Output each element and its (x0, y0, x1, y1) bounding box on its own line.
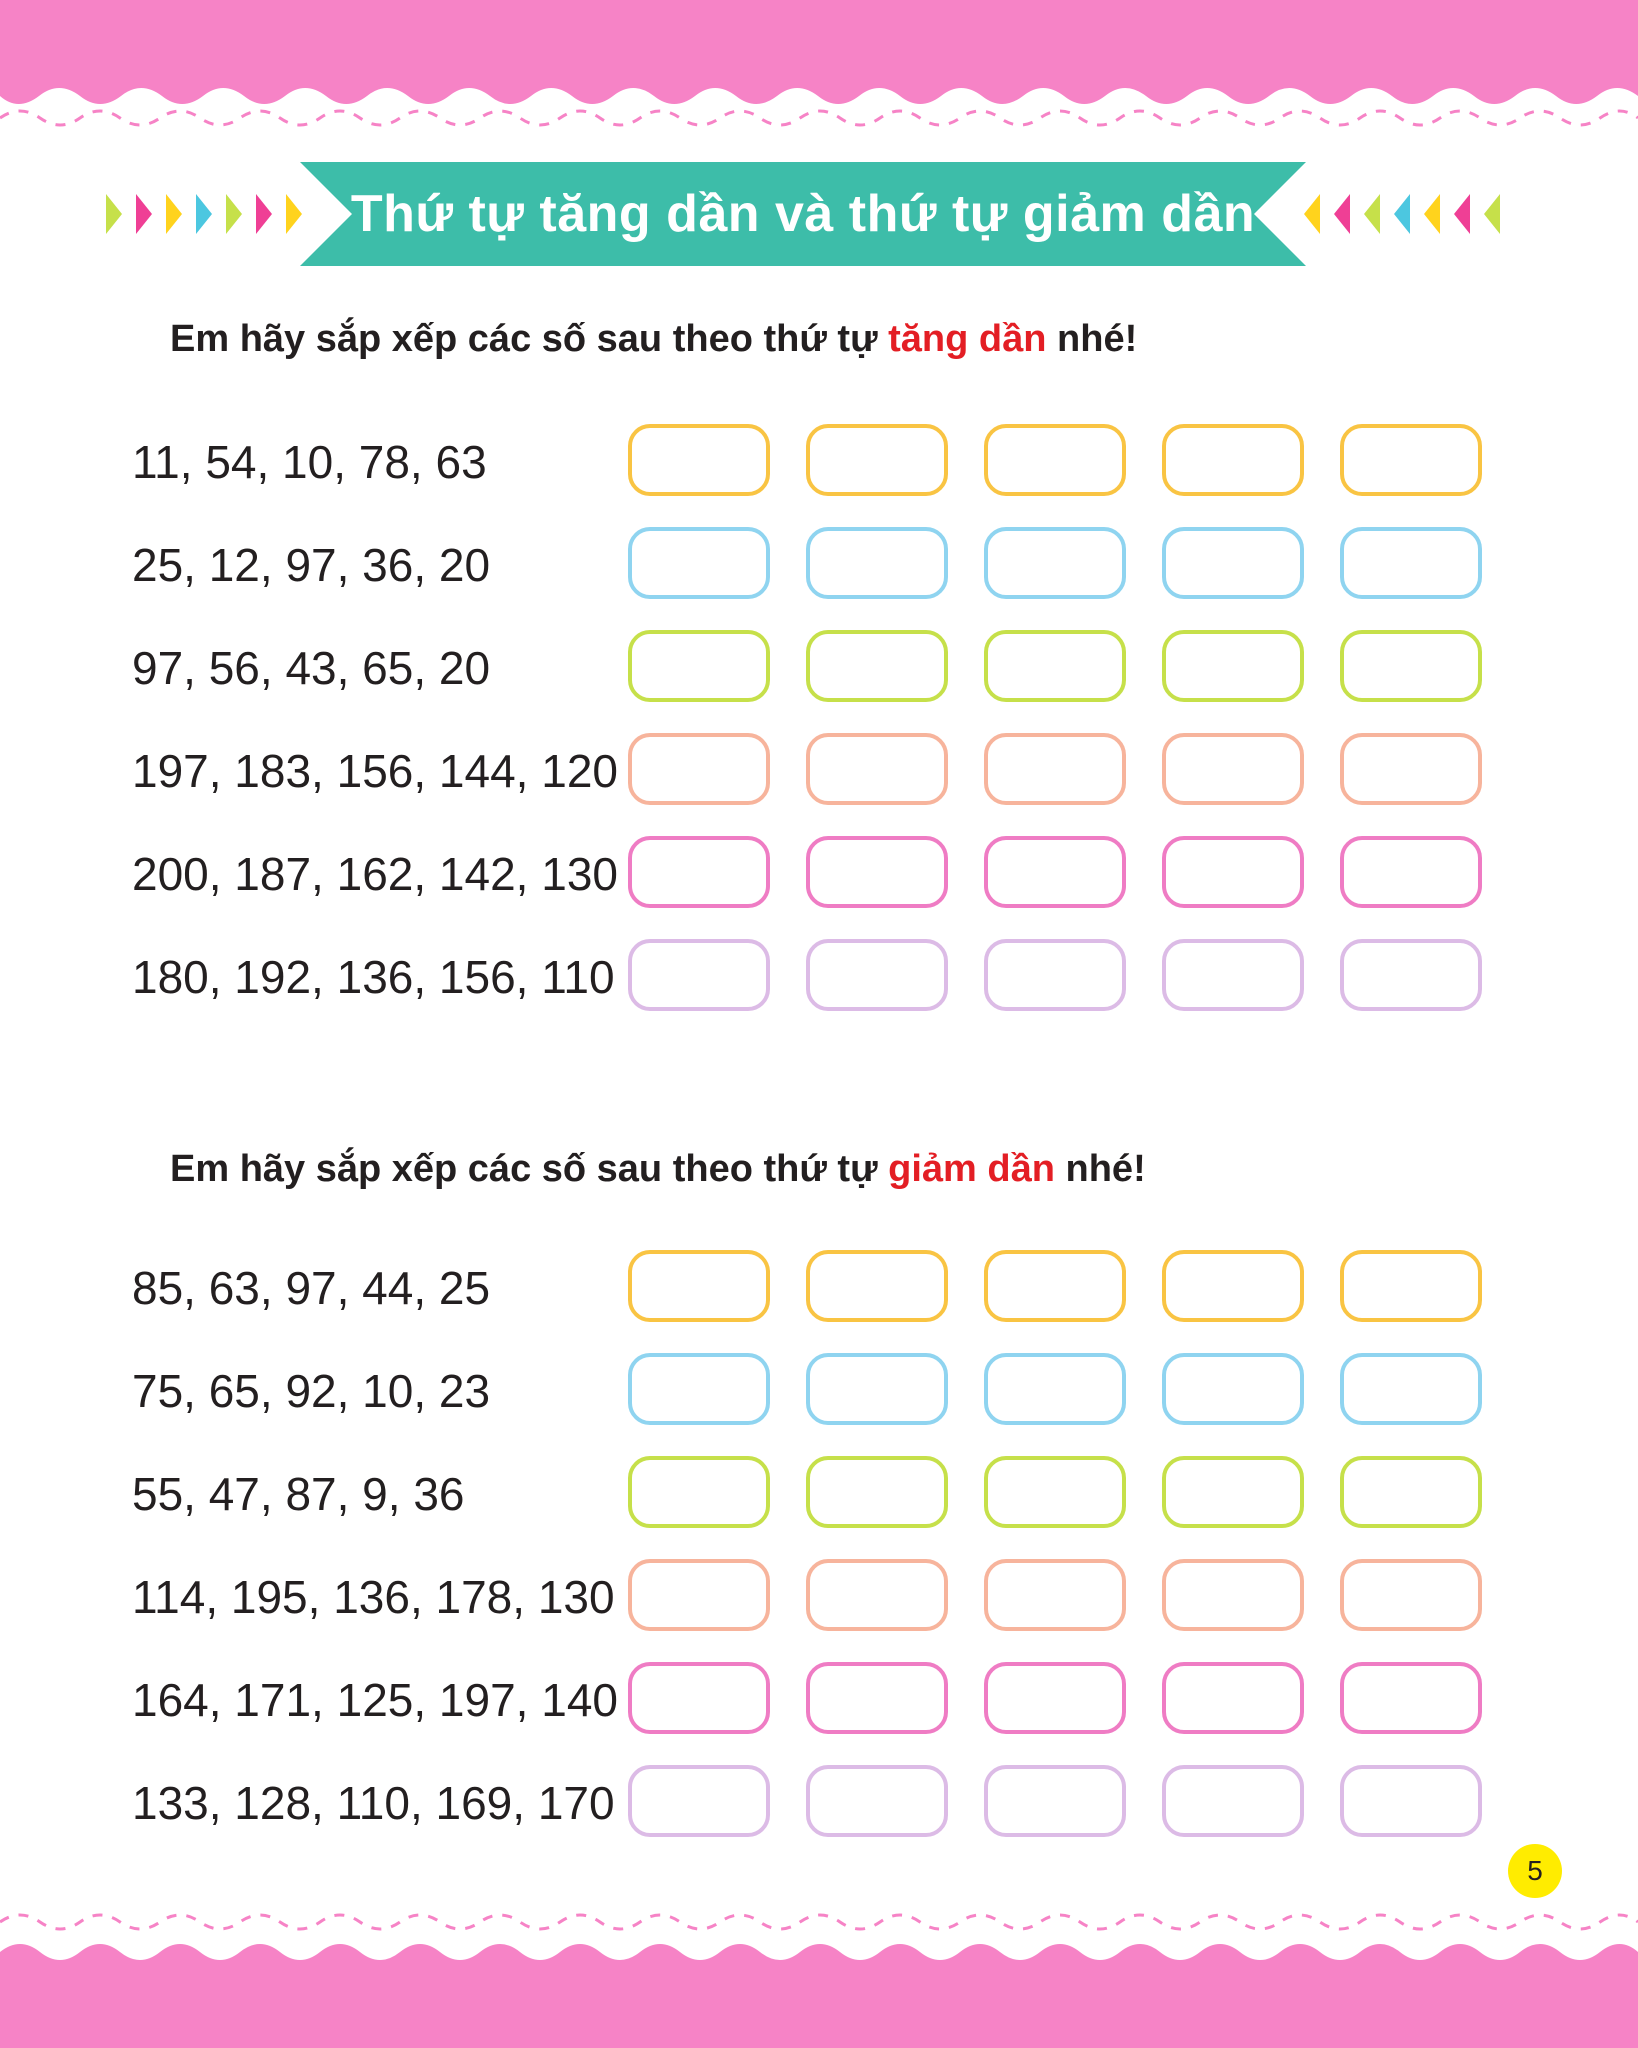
answer-box[interactable] (1340, 1662, 1482, 1734)
answer-box[interactable] (806, 424, 948, 496)
answer-box[interactable] (806, 1559, 948, 1631)
answer-box[interactable] (1340, 733, 1482, 805)
instruction-highlight: giảm dần (888, 1148, 1055, 1190)
answer-box[interactable] (628, 836, 770, 908)
instruction-suffix: nhé! (1046, 318, 1138, 360)
answer-box[interactable] (1340, 1456, 1482, 1528)
answer-box[interactable] (984, 1662, 1126, 1734)
answer-box[interactable] (1340, 1250, 1482, 1322)
exercise-row (0, 834, 1638, 914)
exercise-row (0, 731, 1638, 811)
exercise-row (0, 1248, 1638, 1328)
instruction-highlight: tăng dần (888, 318, 1047, 360)
number-sequence: 180, 192, 136, 156, 110 (132, 951, 615, 1003)
answer-box[interactable] (1340, 1353, 1482, 1425)
answer-box[interactable] (1162, 733, 1304, 805)
answer-box[interactable] (1340, 527, 1482, 599)
number-sequence: 85, 63, 97, 44, 25 (132, 1262, 491, 1314)
number-sequence: 11, 54, 10, 78, 63 (132, 436, 487, 488)
answer-box[interactable] (1340, 836, 1482, 908)
answer-box[interactable] (628, 733, 770, 805)
number-sequence: 200, 187, 162, 142, 130 (132, 848, 618, 900)
number-sequence: 133, 128, 110, 169, 170 (132, 1777, 615, 1829)
answer-box[interactable] (1162, 1250, 1304, 1322)
answer-box[interactable] (806, 1250, 948, 1322)
answer-box[interactable] (1162, 630, 1304, 702)
answer-box[interactable] (806, 836, 948, 908)
bottom-decorative-band (0, 1908, 1638, 2048)
answer-box[interactable] (628, 1559, 770, 1631)
answer-box[interactable] (628, 630, 770, 702)
answer-box[interactable] (1162, 939, 1304, 1011)
exercise-row (0, 1763, 1638, 1843)
number-sequence: 197, 183, 156, 144, 120 (132, 745, 618, 797)
number-sequence: 55, 47, 87, 9, 36 (132, 1468, 465, 1520)
answer-box[interactable] (806, 630, 948, 702)
answer-box[interactable] (1340, 630, 1482, 702)
answer-box[interactable] (1162, 1559, 1304, 1631)
instruction-prefix: Em hãy sắp xếp các số sau theo thứ tự (170, 318, 889, 360)
exercise-row (0, 937, 1638, 1017)
exercise-row (0, 422, 1638, 502)
exercise-row (0, 628, 1638, 708)
answer-box[interactable] (628, 939, 770, 1011)
answer-box[interactable] (806, 1456, 948, 1528)
answer-box[interactable] (984, 939, 1126, 1011)
answer-box[interactable] (984, 527, 1126, 599)
right-triangle-decoration (1304, 192, 1504, 236)
answer-box[interactable] (628, 424, 770, 496)
top-decorative-band (0, 0, 1638, 120)
instruction-descending (170, 1148, 1146, 1191)
answer-box[interactable] (806, 1662, 948, 1734)
exercise-row (0, 1660, 1638, 1740)
answer-box[interactable] (984, 1765, 1126, 1837)
number-sequence: 97, 56, 43, 65, 20 (132, 642, 491, 694)
number-sequence: 164, 171, 125, 197, 140 (132, 1674, 618, 1726)
answer-box[interactable] (984, 1559, 1126, 1631)
answer-box[interactable] (628, 527, 770, 599)
instruction-ascending (170, 318, 1137, 361)
answer-box[interactable] (1340, 939, 1482, 1011)
answer-box[interactable] (628, 1250, 770, 1322)
answer-box[interactable] (806, 939, 948, 1011)
answer-box[interactable] (984, 630, 1126, 702)
answer-box[interactable] (1340, 1765, 1482, 1837)
instruction-suffix: nhé! (1054, 1148, 1146, 1190)
answer-box[interactable] (1162, 1456, 1304, 1528)
answer-box[interactable] (1340, 424, 1482, 496)
answer-box[interactable] (984, 836, 1126, 908)
exercise-row (0, 1557, 1638, 1637)
number-sequence: 114, 195, 136, 178, 130 (132, 1571, 615, 1623)
answer-box[interactable] (1340, 1559, 1482, 1631)
left-triangle-decoration (106, 192, 306, 236)
page-number-badge: 5 (1508, 1844, 1562, 1898)
answer-box[interactable] (984, 1353, 1126, 1425)
answer-box[interactable] (984, 424, 1126, 496)
answer-box[interactable] (1162, 527, 1304, 599)
answer-box[interactable] (628, 1456, 770, 1528)
answer-box[interactable] (1162, 1765, 1304, 1837)
instruction-prefix: Em hãy sắp xếp các số sau theo thứ tự (170, 1148, 889, 1190)
answer-box[interactable] (628, 1662, 770, 1734)
answer-box[interactable] (984, 733, 1126, 805)
exercise-row (0, 525, 1638, 605)
answer-box[interactable] (1162, 836, 1304, 908)
answer-box[interactable] (806, 527, 948, 599)
answer-box[interactable] (984, 1250, 1126, 1322)
number-sequence: 75, 65, 92, 10, 23 (132, 1365, 491, 1417)
answer-box[interactable] (1162, 1662, 1304, 1734)
exercise-row (0, 1454, 1638, 1534)
page-title: Thứ tự tăng dần và thứ tự giảm dần (350, 185, 1256, 243)
exercise-row (0, 1351, 1638, 1431)
answer-box[interactable] (1162, 1353, 1304, 1425)
answer-box[interactable] (806, 1765, 948, 1837)
answer-box[interactable] (806, 1353, 948, 1425)
answer-box[interactable] (984, 1456, 1126, 1528)
answer-box[interactable] (628, 1765, 770, 1837)
answer-box[interactable] (628, 1353, 770, 1425)
answer-box[interactable] (1162, 424, 1304, 496)
answer-box[interactable] (806, 733, 948, 805)
number-sequence: 25, 12, 97, 36, 20 (132, 539, 491, 591)
title-banner (300, 162, 1306, 266)
